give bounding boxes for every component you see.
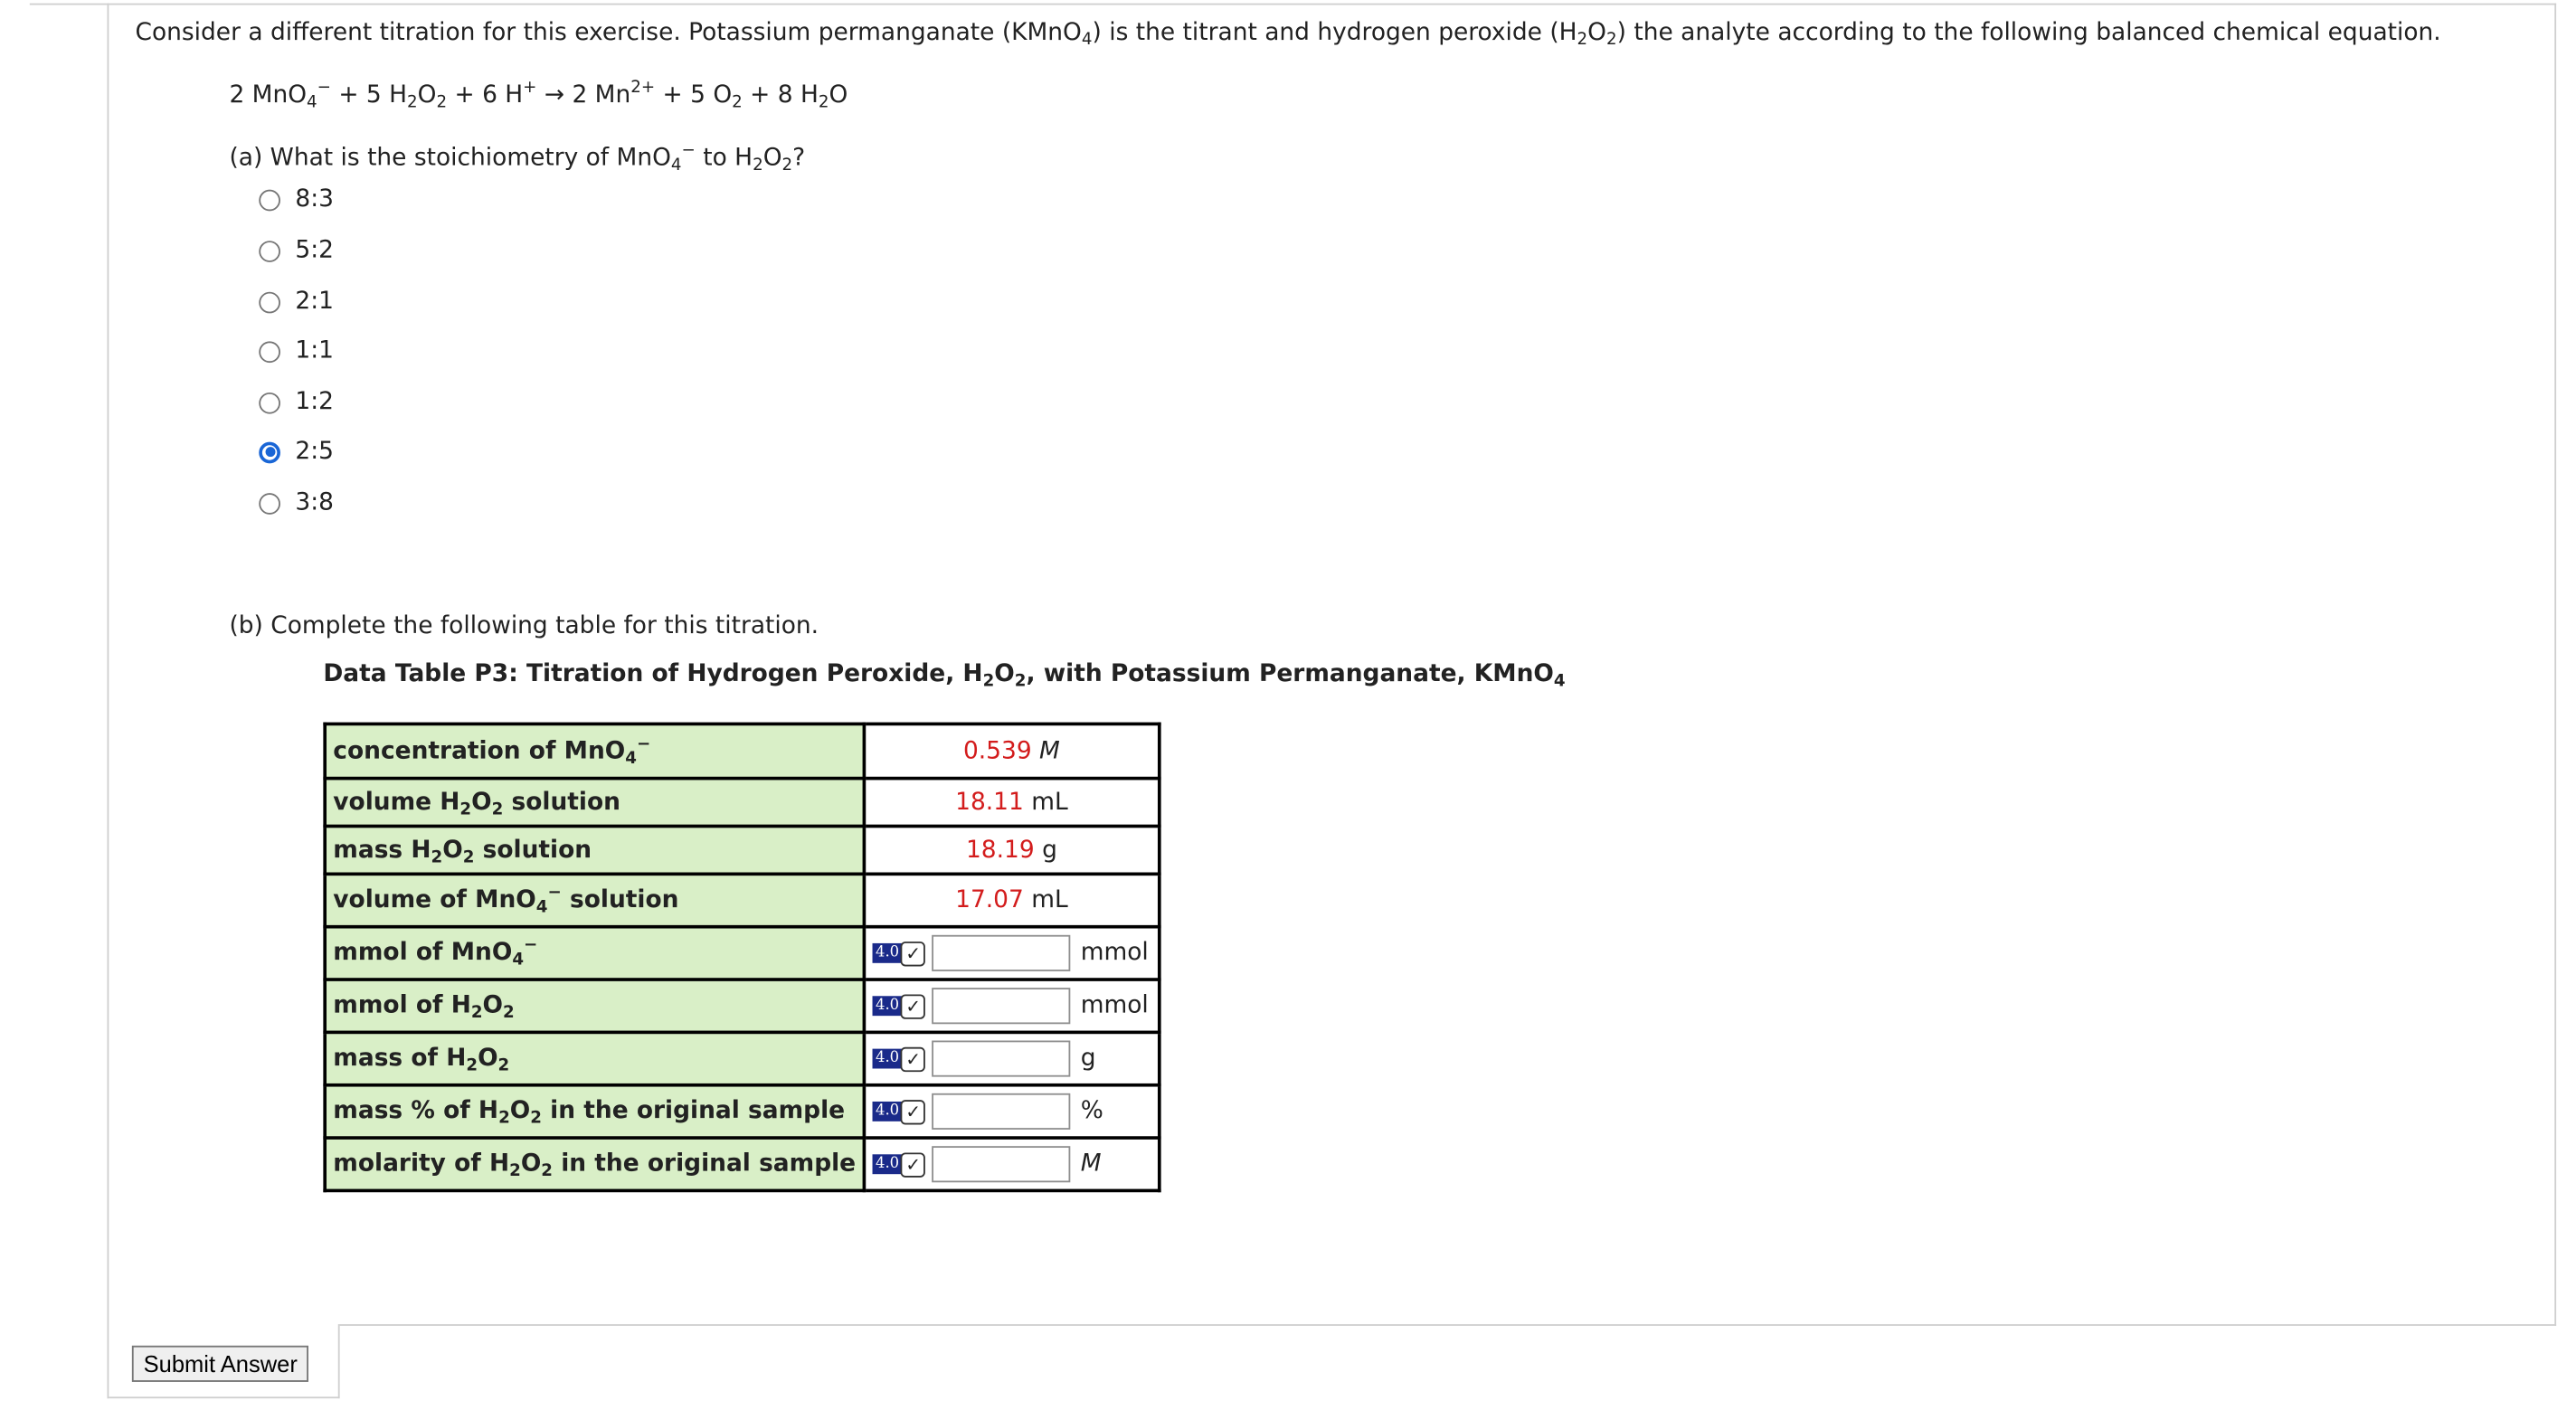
submit-answer-button[interactable]: Submit Answer: [132, 1346, 309, 1382]
question-b: (b) Complete the following table for this titration.: [229, 613, 819, 640]
given-value: 0.539: [962, 737, 1032, 765]
table-row: [325, 927, 1159, 979]
given-value-cell: [864, 826, 1159, 874]
table-title: Data Table P3: Titration of Hydrogen Peroxide, $H_2O_2$, with Potassium Permanganate, KMnO$_4$: [323, 661, 1566, 691]
panel-border-right: [2554, 4, 2556, 1326]
option-label: 3:8: [295, 489, 334, 516]
unit-label: g: [1042, 837, 1057, 864]
row-label: mmol of $H_2O_2$: [325, 979, 864, 1032]
panel-border-top: [30, 4, 2556, 5]
option-2-5[interactable]: [259, 437, 334, 467]
row-label: mass $H_2O_2$ solution: [325, 826, 864, 874]
row-label: mass % of $H_2O_2$ in the original sample: [325, 1085, 864, 1138]
table-row: [325, 1085, 1159, 1138]
option-1-2[interactable]: [259, 387, 334, 417]
radio-button[interactable]: [259, 189, 280, 211]
row-label: concentration of MnO$_4$−: [325, 724, 864, 778]
table-row: [325, 1032, 1159, 1084]
data-table: [323, 723, 1160, 1193]
unit-label: g: [1080, 1045, 1096, 1073]
check-icon: ✓: [901, 941, 925, 965]
option-1-1[interactable]: [259, 336, 334, 366]
unit-label: mL: [1031, 886, 1068, 914]
given-value: 18.19: [965, 837, 1035, 864]
radio-button[interactable]: [259, 291, 280, 313]
option-label: 1:1: [295, 337, 334, 364]
option-3-8[interactable]: [259, 488, 334, 518]
option-label: 2:1: [295, 289, 334, 316]
answer-cell: [864, 979, 1159, 1032]
row-label: molarity of $H_2O_2$ in the original sample: [325, 1138, 864, 1190]
option-2-1[interactable]: [259, 287, 334, 317]
score-badge: 4.0 ✓: [872, 941, 925, 965]
row-label: volume of MnO$_4$− solution: [325, 874, 864, 926]
score-badge: 4.0 ✓: [872, 1046, 925, 1071]
option-5-2[interactable]: [259, 236, 334, 266]
unit-label: mL: [1031, 789, 1068, 816]
mmol-h2o2-input[interactable]: [933, 988, 1071, 1024]
row-label: volume $H_2O_2$ solution: [325, 779, 864, 827]
intro-text: Consider a different titration for this exercise. Potassium permanganate (KMnO$_4$) is the titrant and hydrogen peroxide $(H_2O_2)$ the analyte according to the following balanced chemical equation.: [135, 19, 2441, 50]
unit-label: %: [1080, 1098, 1103, 1125]
check-icon: ✓: [901, 1099, 925, 1123]
given-value-cell: [864, 779, 1159, 827]
radio-button[interactable]: [259, 392, 280, 413]
score-badge: 4.0 ✓: [872, 1099, 925, 1123]
row-label: mmol of MnO$_4$−: [325, 927, 864, 979]
mass-h2o2-input[interactable]: [933, 1041, 1071, 1077]
table-row: [325, 979, 1159, 1032]
score-badge: 4.0 ✓: [872, 1152, 925, 1177]
radio-button[interactable]: [259, 341, 280, 363]
question-a: (a) What is the stoichiometry of MnO$_4$− to $H_2O_2$?: [229, 141, 806, 175]
table-row: [325, 826, 1159, 874]
check-icon: ✓: [901, 1046, 925, 1071]
mmol-mno4-input[interactable]: [933, 935, 1071, 971]
score-badge: 4.0 ✓: [872, 994, 925, 1018]
option-label: 5:2: [295, 237, 334, 264]
check-icon: ✓: [901, 1152, 925, 1177]
table-row: [325, 724, 1159, 778]
radio-button[interactable]: [259, 240, 280, 261]
table-row: [325, 874, 1159, 926]
option-8-3[interactable]: [259, 185, 334, 214]
row-label: mass of $H_2O_2$: [325, 1032, 864, 1084]
answer-cell: [864, 927, 1159, 979]
molarity-input[interactable]: [933, 1146, 1071, 1182]
table-row: [325, 779, 1159, 827]
panel-border-bottom: [340, 1324, 2557, 1326]
option-label: 1:2: [295, 389, 334, 416]
unit-label: mmol: [1080, 940, 1149, 967]
mass-percent-input[interactable]: [933, 1093, 1071, 1130]
answer-cell: [864, 1032, 1159, 1084]
option-label: 2:5: [295, 438, 334, 466]
radio-button-selected[interactable]: [259, 441, 280, 463]
option-label: 8:3: [295, 186, 334, 213]
unit-label: M: [1039, 737, 1060, 765]
given-value-cell: [864, 874, 1159, 926]
unit-label: mmol: [1080, 992, 1149, 1019]
balanced-equation: 2 MnO$_4$− + 5 $H_2O_2 + 6$ H+ → 2 $Mn^{2+} + 5$ $O_2 + 8$ $H_2O$: [229, 79, 848, 112]
unit-label: M: [1080, 1150, 1102, 1178]
radio-button[interactable]: [259, 492, 280, 514]
given-value-cell: [864, 724, 1159, 778]
given-value: 18.11: [955, 789, 1024, 816]
check-icon: ✓: [901, 994, 925, 1018]
answer-cell: [864, 1085, 1159, 1138]
table-row: [325, 1138, 1159, 1190]
given-value: 17.07: [955, 886, 1024, 914]
answer-cell: [864, 1138, 1159, 1190]
panel-border-left: [108, 4, 109, 1399]
